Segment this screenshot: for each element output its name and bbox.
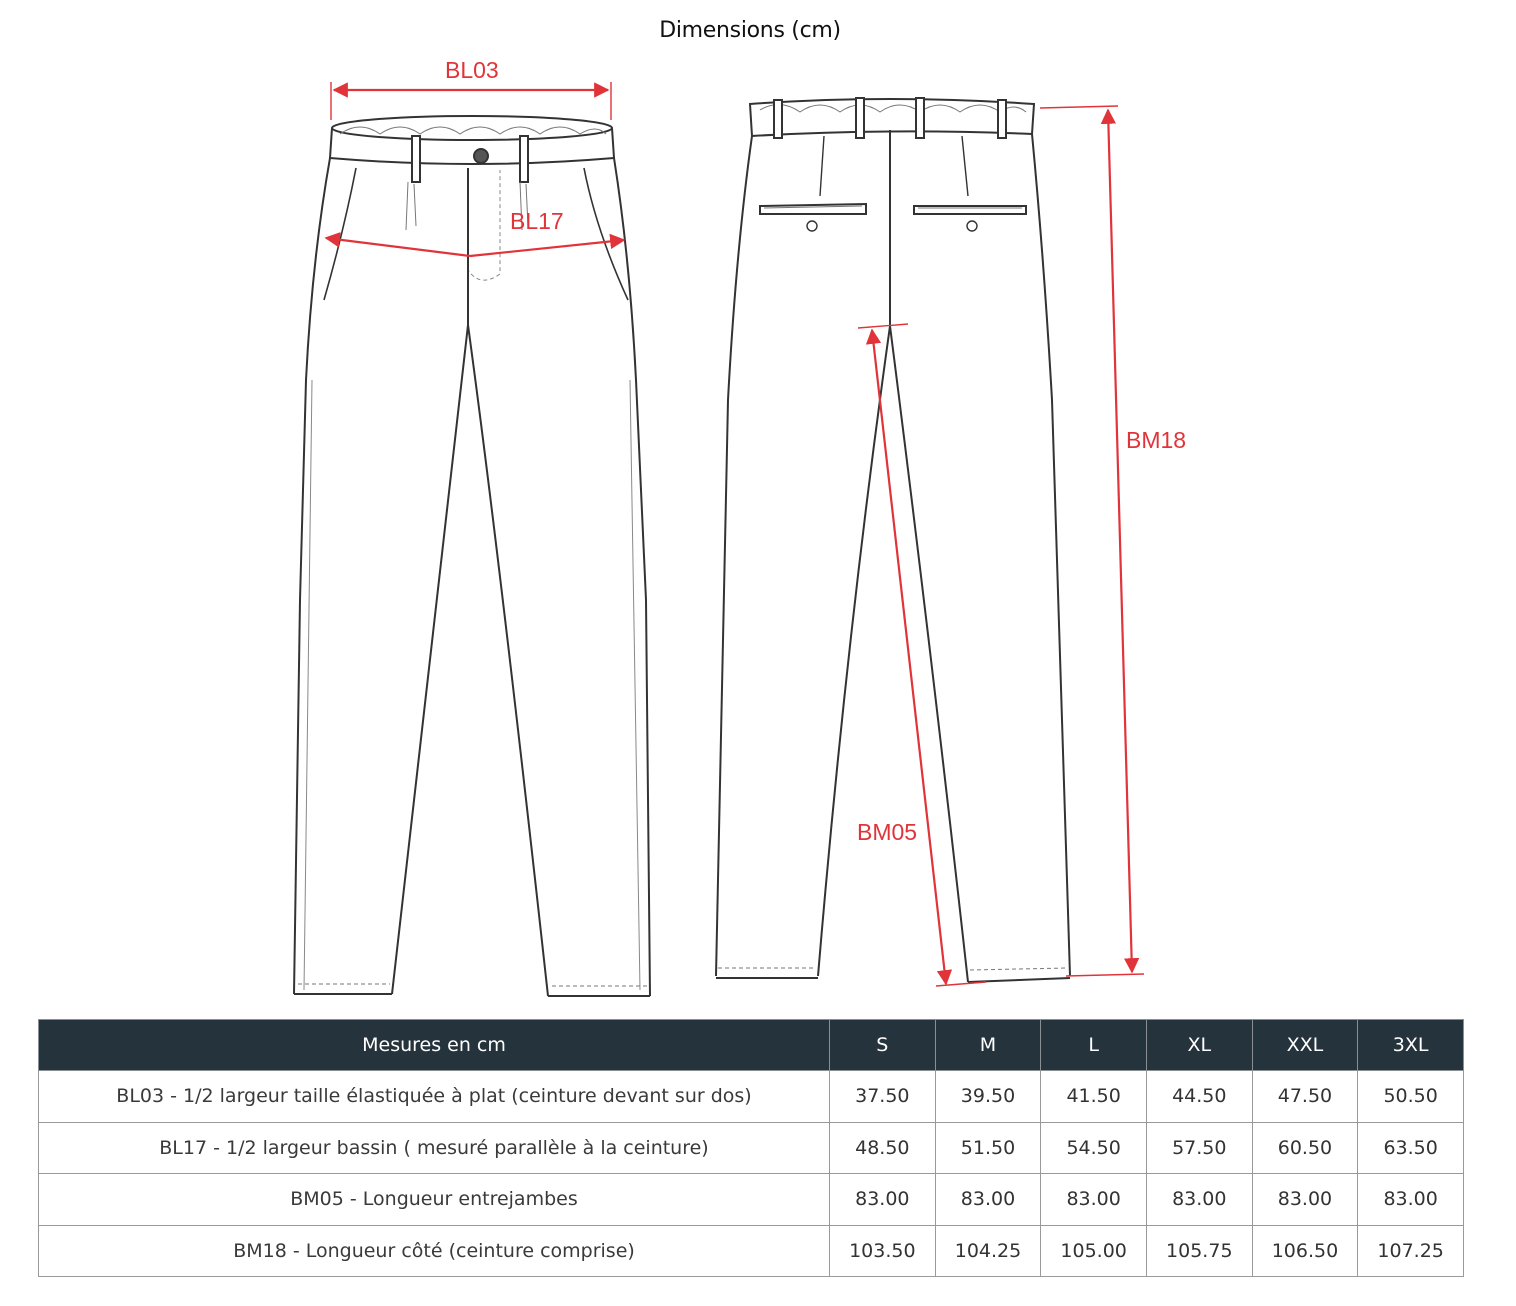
cell-value: 51.50 xyxy=(935,1122,1041,1174)
cell-value: 48.50 xyxy=(830,1122,936,1174)
cell-value: 105.00 xyxy=(1041,1225,1147,1277)
cell-value: 41.50 xyxy=(1041,1071,1147,1123)
cell-value: 83.00 xyxy=(1041,1174,1147,1226)
cell-value: 57.50 xyxy=(1146,1122,1252,1174)
label-bm18: BM18 xyxy=(1126,427,1187,453)
header-size-xl: XL xyxy=(1146,1020,1252,1071)
cell-value: 105.75 xyxy=(1146,1225,1252,1277)
table-row xyxy=(39,1122,1464,1174)
row-label: BL03 - 1/2 largeur taille élastiquée à plat (ceinture devant sur dos) xyxy=(39,1071,830,1123)
cell-value: 104.25 xyxy=(935,1225,1041,1277)
table-row xyxy=(39,1225,1464,1277)
cell-value: 54.50 xyxy=(1041,1122,1147,1174)
cell-value: 103.50 xyxy=(830,1225,936,1277)
cell-value: 106.50 xyxy=(1252,1225,1358,1277)
row-label: BM05 - Longueur entrejambes xyxy=(39,1174,830,1226)
cell-value: 83.00 xyxy=(1146,1174,1252,1226)
header-size-l: L xyxy=(1041,1020,1147,1071)
header-size-3xl: 3XL xyxy=(1358,1020,1464,1071)
measure-lines xyxy=(326,82,1144,986)
header-size-m: M xyxy=(935,1020,1041,1071)
cell-value: 83.00 xyxy=(830,1174,936,1226)
table-row xyxy=(39,1071,1464,1123)
label-bl03: BL03 xyxy=(445,57,499,83)
size-table xyxy=(38,1019,1464,1277)
header-measure: Mesures en cm xyxy=(39,1020,830,1071)
table-header-row xyxy=(39,1020,1464,1071)
cell-value: 83.00 xyxy=(1252,1174,1358,1226)
cell-value: 83.00 xyxy=(1358,1174,1464,1226)
cell-value: 83.00 xyxy=(935,1174,1041,1226)
cell-value: 63.50 xyxy=(1358,1122,1464,1174)
page-title: Dimensions (cm) xyxy=(659,18,841,43)
cell-value: 39.50 xyxy=(935,1071,1041,1123)
label-bm05: BM05 xyxy=(857,819,918,845)
row-label: BM18 - Longueur côté (ceinture comprise) xyxy=(39,1225,830,1277)
front-trousers-drawing xyxy=(294,116,650,996)
cell-value: 50.50 xyxy=(1358,1071,1464,1123)
back-trousers-drawing xyxy=(716,98,1070,982)
cell-value: 60.50 xyxy=(1252,1122,1358,1174)
header-size-s: S xyxy=(830,1020,936,1071)
cell-value: 47.50 xyxy=(1252,1071,1358,1123)
table-row xyxy=(39,1174,1464,1226)
label-bl17: BL17 xyxy=(510,208,564,234)
header-size-xxl: XXL xyxy=(1252,1020,1358,1071)
cell-value: 44.50 xyxy=(1146,1071,1252,1123)
cell-value: 107.25 xyxy=(1358,1225,1464,1277)
cell-value: 37.50 xyxy=(830,1071,936,1123)
row-label: BL17 - 1/2 largeur bassin ( mesuré parallèle à la ceinture) xyxy=(39,1122,830,1174)
